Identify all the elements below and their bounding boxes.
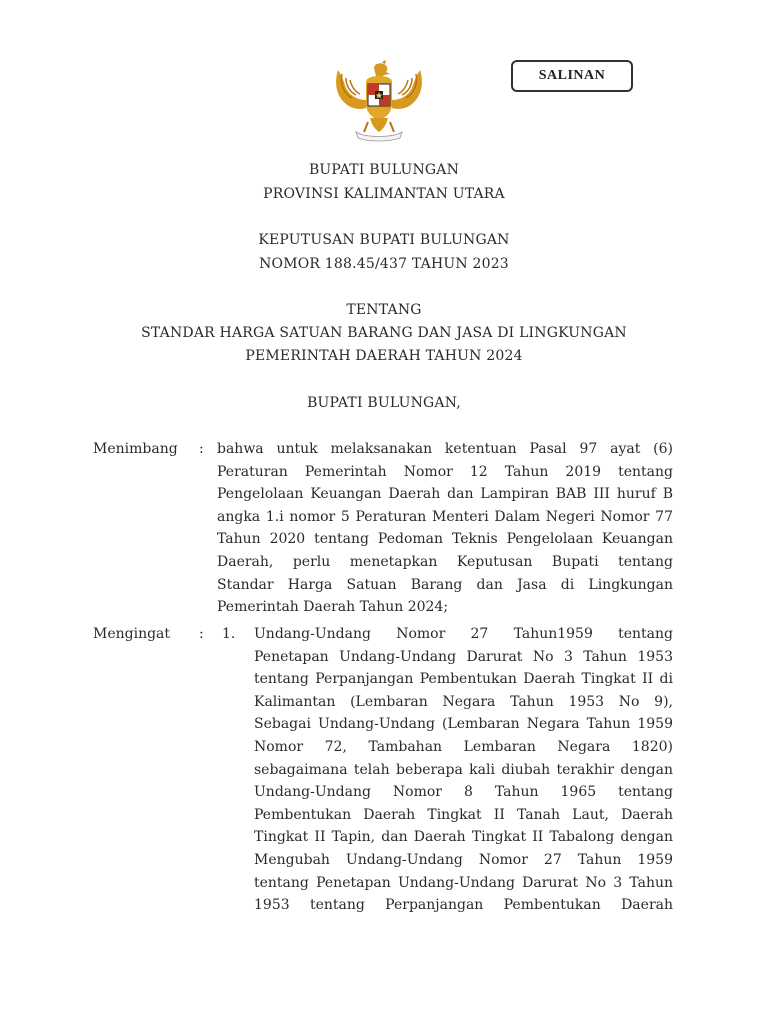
garuda-emblem-icon (330, 60, 428, 142)
text-line: 1953 tentang Perpanjangan Pembentukan Daerah (254, 897, 673, 914)
mengingat-item-number: 1. (222, 626, 236, 642)
text-line: Tingkat II Tapin, dan Daerah Tingkat II Tabalong dengan (254, 829, 673, 846)
text-line: bahwa untuk melaksanakan ketentuan Pasal 97 ayat (6) (217, 441, 673, 457)
official-title: BUPATI BULUNGAN, (307, 395, 461, 411)
header-line1: BUPATI BULUNGAN (308, 162, 460, 178)
text-line: Standar Harga Satuan Barang dan Jasa di Lingkungan (217, 576, 673, 593)
header-line2: PROVINSI KALIMANTAN UTARA (263, 186, 505, 202)
text-line: Pembentukan Daerah Tingkat II Tanah Laut, Daerah (254, 806, 673, 823)
text-line: Peraturan Pemerintah Nomor 12 Tahun 2019 tentang (217, 463, 673, 480)
subject-line1: STANDAR HARGA SATUAN BARANG DAN JASA DI LINGKUNGAN (141, 325, 627, 341)
text-line: tentang Perpanjangan Pembentukan Daerah Tingkat II di (254, 671, 673, 688)
text-line: Sebagai Undang-Undang (Lembaran Negara Tahun 1959 (254, 716, 673, 733)
text-line: Undang-Undang Nomor 27 Tahun1959 tentang (254, 626, 673, 642)
subject-line2: PEMERINTAH DAERAH TAHUN 2024 (245, 348, 523, 364)
text-line: angka 1.i nomor 5 Peraturan Menteri Dalam Negeri Nomor 77 (217, 508, 673, 525)
decree-number: NOMOR 188.45/437 TAHUN 2023 (259, 256, 509, 272)
mengingat-label: Mengingat (93, 626, 171, 642)
text-line: sebagaimana telah beberapa kali diubah terakhir dengan (254, 761, 673, 778)
text-line: Nomor 72, Tambahan Lembaran Negara 1820) (254, 738, 673, 755)
subject-about: TENTANG (346, 302, 422, 318)
mengingat-colon: : (199, 626, 204, 642)
text-line: Daerah, perlu menetapkan Keputusan Bupati tentang (217, 553, 673, 570)
text-line: Mengubah Undang-Undang Nomor 27 Tahun 1959 (254, 851, 673, 868)
menimbang-label: Menimbang (93, 441, 178, 457)
text-line: Pemerintah Daerah Tahun 2024; (217, 599, 449, 616)
text-line: Tahun 2020 tentang Pedoman Teknis Pengelolaan Keuangan (217, 531, 673, 548)
text-line: Kalimantan (Lembaran Negara Tahun 1953 No 9), (254, 693, 673, 710)
text-line: Penetapan Undang-Undang Darurat No 3 Tahun 1953 (254, 648, 673, 665)
text-line: Undang-Undang Nomor 8 Tahun 1965 tentang (254, 784, 673, 801)
menimbang-colon: : (199, 441, 204, 457)
text-line: Pengelolaan Keuangan Daerah dan Lampiran BAB III huruf B (217, 486, 673, 503)
menimbang-text (217, 438, 673, 619)
mengingat-item-text (254, 623, 673, 917)
salinan-stamp: SALINAN (511, 60, 633, 92)
decree-title: KEPUTUSAN BUPATI BULUNGAN (258, 232, 510, 248)
text-line: tentang Penetapan Undang-Undang Darurat No 3 Tahun (254, 874, 673, 891)
